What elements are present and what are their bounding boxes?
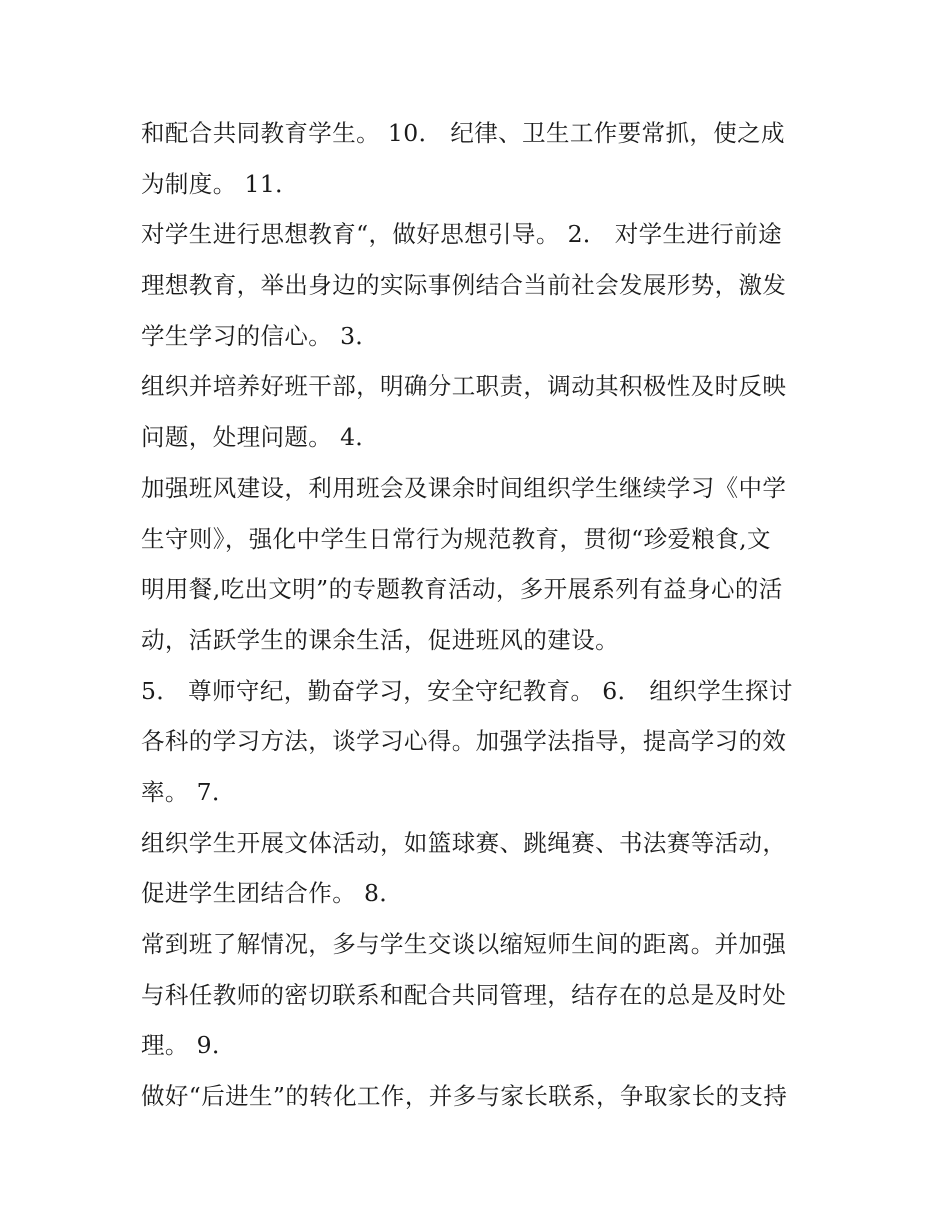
text-line: 理想教育，举出身边的实际事例结合当前社会发展形势，激发 — [141, 271, 787, 300]
text-line: 学生学习的信心。 3． — [141, 321, 380, 350]
text-line: 加强班风建设，利用班会及课余时间组织学生继续学习《中学 — [141, 473, 787, 502]
text-line: 动，活跃学生的课余生活，促进班风的建设。 — [141, 625, 619, 654]
text-line: 各科的学习方法，谈学习心得。加强学法指导，提高学习的效 — [141, 727, 787, 756]
text-line: 明用餐,吃出文明”的专题教育活动，多开展系列有益身心的活 — [141, 575, 783, 604]
document-body — [141, 108, 821, 1122]
text-line: 5． 尊师守纪，勤奋学习，安全守纪教育。 6． 组织学生探讨 — [141, 676, 793, 705]
text-line: 理。 9． — [141, 1031, 236, 1060]
text-line: 问题，处理问题。 4． — [141, 423, 380, 452]
text-line: 率。 7． — [141, 777, 236, 806]
text-line: 常到班了解情况，多与学生交谈以缩短师生间的距离。并加强 — [141, 930, 787, 958]
text-line: 组织学生开展文体活动，如篮球赛、跳绳赛、书法赛等活动， — [141, 828, 787, 857]
text-line: 做好“后进生”的转化工作，并多与家长联系，争取家长的支持 — [141, 1082, 788, 1111]
text-line: 生守则》，强化中学生日常行为规范教育，贯彻“珍爱粮食,文 — [141, 524, 771, 553]
text-line: 促进学生团结合作。 8． — [141, 879, 404, 908]
text-line: 与科任教师的密切联系和配合共同管理，结存在的总是及时处 — [141, 980, 787, 1009]
text-line: 组织并培养好班干部，明确分工职责，调动其积极性及时反映 — [141, 372, 787, 401]
text-line: 对学生进行思想教育“，做好思想引导。 2． 对学生进行前途 — [141, 220, 783, 249]
text-line: 和配合共同教育学生。 10． 纪律、卫生工作要常抓，使之成 — [141, 119, 785, 147]
text-line: 为制度。 11． — [141, 169, 300, 198]
